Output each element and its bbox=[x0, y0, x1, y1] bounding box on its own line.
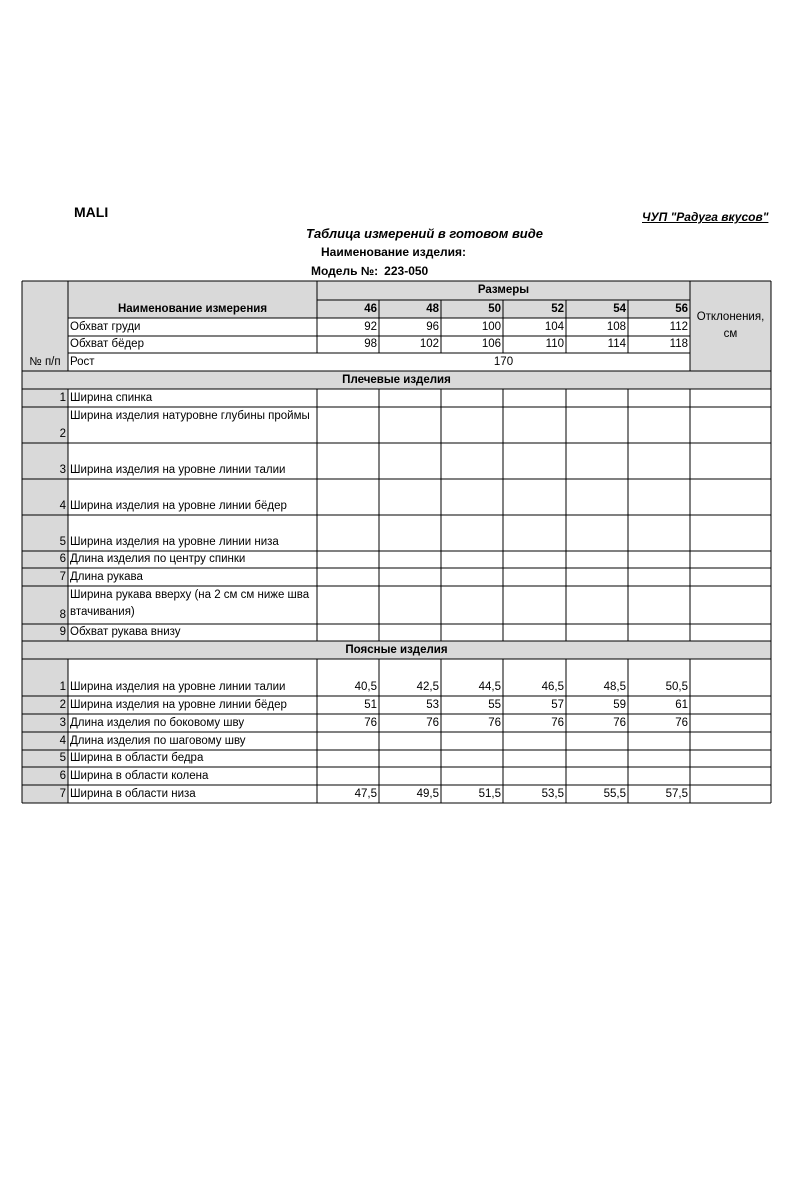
deviation-header: Отклонения, см bbox=[696, 311, 765, 340]
size-header: 56 bbox=[675, 303, 688, 315]
row-number: 4 bbox=[59, 500, 66, 512]
measurement-value: 53,5 bbox=[541, 788, 564, 800]
row-number: 1 bbox=[59, 681, 66, 693]
measurement-label: Ширина в области колена bbox=[70, 770, 209, 782]
size-header: 46 bbox=[364, 303, 377, 315]
measurement-value: 57,5 bbox=[665, 788, 688, 800]
base-row-value: 108 bbox=[606, 321, 626, 333]
measurement-label: Ширина в области низа bbox=[70, 788, 196, 800]
base-row-value: 96 bbox=[426, 321, 439, 333]
measurement-value: 57 bbox=[551, 699, 564, 711]
measurement-label: Ширина в области бедра bbox=[70, 752, 204, 764]
measurement-value: 76 bbox=[551, 717, 564, 729]
measurement-label: Ширина спинка bbox=[70, 392, 153, 404]
base-row-label: Обхват груди bbox=[70, 321, 141, 333]
measurement-value: 42,5 bbox=[416, 681, 439, 693]
row-number: 3 bbox=[59, 717, 66, 729]
base-row-value: 100 bbox=[481, 321, 501, 333]
height-label: Рост bbox=[70, 356, 95, 368]
base-row-value: 92 bbox=[364, 321, 377, 333]
measurement-value: 76 bbox=[488, 717, 501, 729]
model-label: Модель №: bbox=[311, 264, 379, 278]
row-number: 2 bbox=[59, 699, 66, 711]
measurement-label: Длина изделия по шаговому шву bbox=[70, 735, 246, 747]
base-row-value: 102 bbox=[419, 338, 439, 350]
document-title: Таблица измерений в готовом виде bbox=[306, 226, 544, 241]
measurement-label: Длина рукава bbox=[70, 571, 143, 583]
sizes-header: Размеры bbox=[477, 284, 530, 296]
row-number: 9 bbox=[59, 626, 66, 638]
size-header: 52 bbox=[551, 303, 564, 315]
measurement-value: 76 bbox=[675, 717, 688, 729]
size-header: 48 bbox=[426, 303, 439, 315]
measurement-value: 46,5 bbox=[541, 681, 564, 693]
base-row-value: 104 bbox=[544, 321, 564, 333]
row-number: 7 bbox=[59, 788, 66, 800]
brand-name: MALI bbox=[74, 204, 109, 220]
section-waist-title: Поясные изделия bbox=[345, 644, 448, 656]
row-number: 3 bbox=[59, 464, 66, 476]
measurement-value: 53 bbox=[426, 699, 439, 711]
row-number: 6 bbox=[59, 770, 66, 782]
measurement-value: 61 bbox=[675, 699, 688, 711]
measurement-label: Ширина изделия натуровне глубины проймы bbox=[70, 410, 310, 422]
item-name-label: Наименование изделия: bbox=[321, 245, 467, 259]
row-number: 8 bbox=[59, 609, 66, 621]
col-num-header: № п/п bbox=[29, 356, 61, 368]
measurement-value: 49,5 bbox=[416, 788, 439, 800]
row-number: 2 bbox=[59, 428, 66, 440]
base-row-value: 98 bbox=[364, 338, 377, 350]
measurement-value: 51,5 bbox=[478, 788, 501, 800]
measurement-label: Ширина изделия на уровне линии бёдер bbox=[70, 500, 287, 512]
measurement-value: 76 bbox=[613, 717, 626, 729]
size-header: 54 bbox=[613, 303, 626, 315]
measurement-value: 76 bbox=[364, 717, 377, 729]
measurement-label: Ширина рукава вверху (на 2 см см ниже шва втачивания) bbox=[70, 589, 310, 618]
row-number: 5 bbox=[59, 536, 66, 548]
model-number: 223-050 bbox=[384, 264, 429, 278]
row-number: 1 bbox=[59, 392, 66, 404]
measurement-value: 55,5 bbox=[603, 788, 626, 800]
measurement-value: 55 bbox=[488, 699, 501, 711]
row-number: 5 bbox=[59, 752, 66, 764]
measurement-value: 59 bbox=[613, 699, 626, 711]
measurement-value: 51 bbox=[364, 699, 377, 711]
base-row-value: 114 bbox=[607, 338, 626, 350]
row-number: 7 bbox=[59, 571, 66, 583]
row-number: 6 bbox=[59, 553, 66, 565]
measurement-value: 50,5 bbox=[665, 681, 688, 693]
measurement-value: 76 bbox=[426, 717, 439, 729]
measurement-label: Длина изделия по центру спинки bbox=[70, 553, 246, 565]
measurement-label: Длина изделия по боковому шву bbox=[70, 717, 245, 729]
col-name-header: Наименование измерения bbox=[117, 303, 268, 315]
measurement-value: 47,5 bbox=[354, 788, 377, 800]
height-value: 170 bbox=[493, 356, 514, 368]
measurement-label: Ширина изделия на уровне линии талии bbox=[70, 464, 286, 476]
size-header: 50 bbox=[488, 303, 501, 315]
measurement-label: Ширина изделия на уровне линии талии bbox=[70, 681, 286, 693]
measurement-value: 44,5 bbox=[478, 681, 501, 693]
measurement-value: 48,5 bbox=[603, 681, 626, 693]
section-shoulder-title: Плечевые изделия bbox=[342, 374, 451, 386]
base-row-value: 106 bbox=[481, 338, 501, 350]
measurement-label: Обхват рукава внизу bbox=[70, 626, 181, 638]
row-number: 4 bbox=[59, 735, 66, 747]
measurement-value: 40,5 bbox=[354, 681, 377, 693]
measurement-label: Ширина изделия на уровне линии низа bbox=[70, 536, 279, 548]
base-row-value: 110 bbox=[545, 338, 564, 350]
base-row-value: 112 bbox=[669, 321, 688, 333]
base-row-label: Обхват бёдер bbox=[70, 338, 144, 350]
base-row-value: 118 bbox=[669, 338, 688, 350]
measurement-label: Ширина изделия на уровне линии бёдер bbox=[70, 699, 287, 711]
company-name: ЧУП "Радуга вкусов" bbox=[642, 210, 769, 224]
